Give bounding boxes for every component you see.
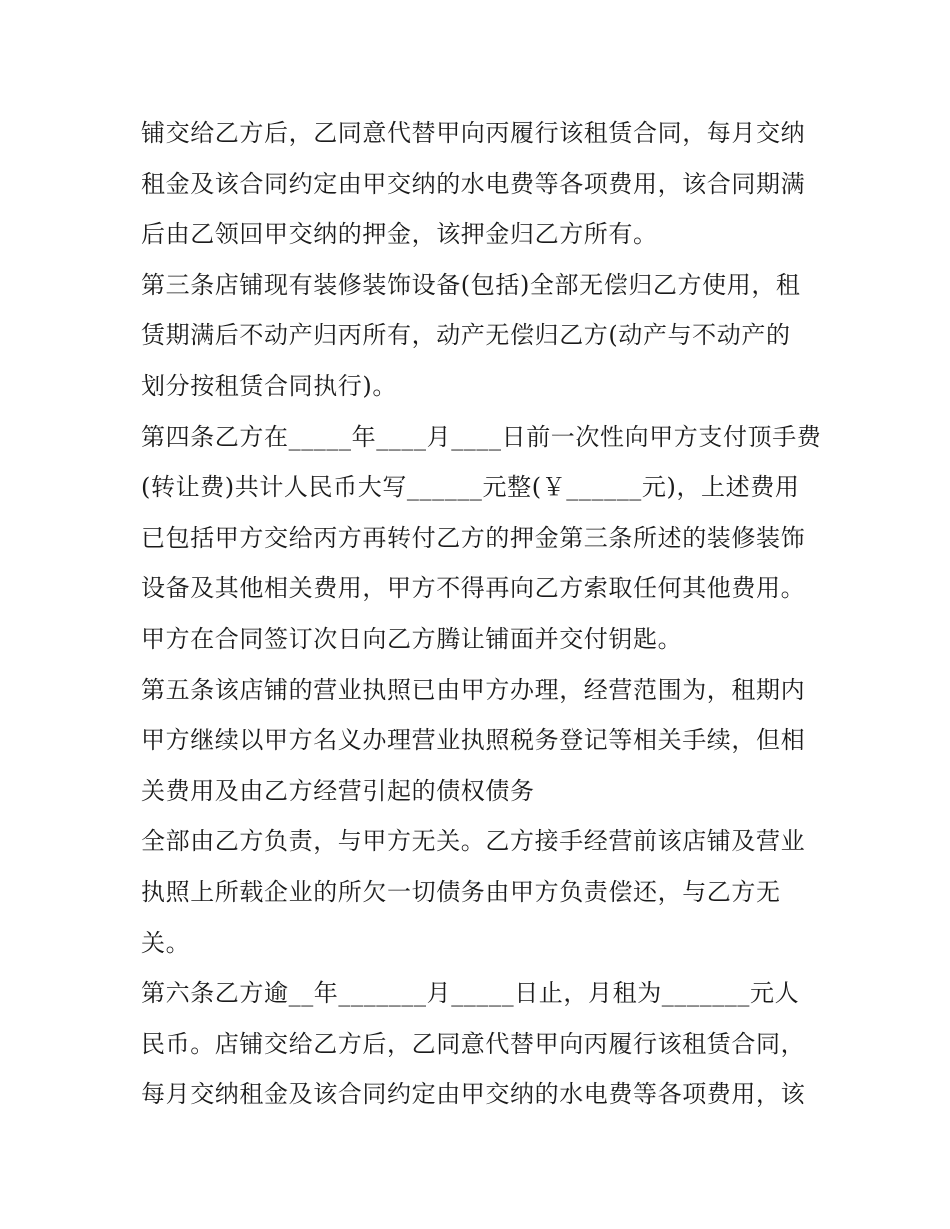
clause-4-line: 第四条乙方在_____年____月____日前一次性向甲方支付顶手费 xyxy=(141,422,822,451)
clause-5-line: 第五条该店铺的营业执照已由甲方办理，经营范围为，租期内 xyxy=(141,675,806,704)
text-line: 关。 xyxy=(141,928,191,957)
text-line: 全部由乙方负责，与甲方无关。乙方接手经营前该店铺及营业 xyxy=(141,827,806,856)
text-line: 设备及其他相关费用，甲方不得再向乙方索取任何其他费用。 xyxy=(141,574,806,603)
contract-body xyxy=(141,108,821,1120)
text-line: 划分按租赁合同执行)。 xyxy=(141,371,397,400)
text-line: 甲方继续以甲方名义办理营业执照税务登记等相关手续，但相 xyxy=(141,726,806,755)
clause-3-line: 第三条店铺现有装修装饰设备(包括)全部无偿归乙方使用，租 xyxy=(141,270,801,299)
text-line: 执照上所载企业的所欠一切债务由甲方负责偿还，与乙方无 xyxy=(141,877,781,906)
text-line: 关费用及由乙方经营引起的债权债务 xyxy=(141,776,535,805)
text-line: 每月交纳租金及该合同约定由甲交纳的水电费等各项费用，该 xyxy=(141,1080,806,1109)
text-line: 后由乙领回甲交纳的押金，该押金归乙方所有。 xyxy=(141,220,658,249)
text-line: 民币。店铺交给乙方后，乙同意代替甲向丙履行该租赁合同， xyxy=(141,1029,806,1058)
clause-6-line: 第六条乙方逾__年_______月_____日止，月租为_______元人 xyxy=(141,979,800,1008)
text-line: 已包括甲方交给丙方再转付乙方的押金第三条所述的装修装饰 xyxy=(141,523,806,552)
text-line: 赁期满后不动产归丙所有，动产无偿归乙方(动产与不动产的 xyxy=(141,321,791,350)
text-line: 铺交给乙方后，乙同意代替甲向丙履行该租赁合同，每月交纳 xyxy=(141,119,806,147)
text-line: (转让费)共计人民币大写______元整(￥______元)，上述费用 xyxy=(141,473,800,502)
text-line: 甲方在合同签订次日向乙方腾让铺面并交付钥匙。 xyxy=(141,624,683,653)
text-line: 租金及该合同约定由甲交纳的水电费等各项费用，该合同期满 xyxy=(141,169,806,198)
